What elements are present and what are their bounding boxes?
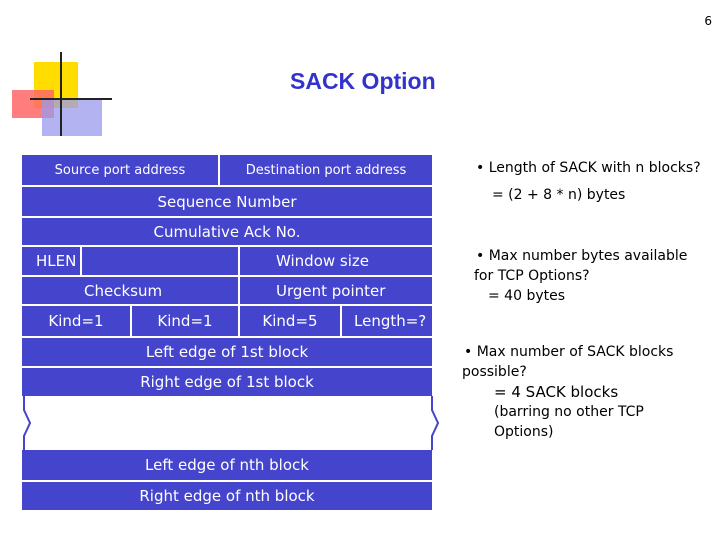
vertical-rule xyxy=(60,52,62,136)
urgent-pointer-label: Urgent pointer xyxy=(276,281,386,300)
kind5-label: Kind=5 xyxy=(262,312,318,330)
kind1-a-label: Kind=1 xyxy=(48,312,104,330)
right-edge-nth-cell xyxy=(22,482,432,510)
note1-line2: = (2 + 8 * n) bytes xyxy=(492,187,626,203)
note1-line1: • Length of SACK with n blocks? xyxy=(476,160,701,176)
page-number: 6 xyxy=(704,14,712,28)
left-edge-1st-cell xyxy=(22,338,432,366)
left-edge-nth-cell xyxy=(22,450,432,480)
dest-port-cell xyxy=(220,155,432,185)
window-size-cell xyxy=(240,247,432,275)
right-edge-1st-cell xyxy=(22,368,432,396)
cumulative-ack-label: Cumulative Ack No. xyxy=(153,222,301,241)
sequence-number-label: Sequence Number xyxy=(157,192,297,211)
note3-line2: possible? xyxy=(462,364,527,380)
sequence-number-cell xyxy=(22,187,432,216)
note2-line1: • Max number bytes available xyxy=(476,248,688,264)
note3-line3: = 4 SACK blocks xyxy=(494,383,619,401)
note3-line5: Options) xyxy=(494,424,554,440)
source-port-label: Source port address xyxy=(54,162,186,178)
blue-square xyxy=(42,98,102,136)
hlen-label: HLEN xyxy=(36,252,77,270)
hlen-cell xyxy=(22,247,80,275)
cumulative-ack-cell xyxy=(22,218,432,245)
left-break-edge xyxy=(24,396,30,450)
kind1-b-cell xyxy=(132,306,238,336)
right-break-edge xyxy=(432,396,438,450)
urgent-pointer-cell xyxy=(240,277,432,304)
source-port-cell xyxy=(22,155,218,185)
note3-line4: (barring no other TCP xyxy=(494,404,644,420)
note2-line3: = 40 bytes xyxy=(488,288,566,304)
checksum-cell xyxy=(22,277,238,304)
right-edge-1st-label: Right edge of 1st block xyxy=(140,373,314,391)
note3-line1: • Max number of SACK blocks xyxy=(464,344,674,360)
length-label: Length=? xyxy=(354,312,427,330)
page-title: SACK Option xyxy=(290,68,436,94)
left-edge-1st-label: Left edge of 1st block xyxy=(145,343,309,361)
kind1-b-label: Kind=1 xyxy=(157,312,213,330)
length-cell xyxy=(342,306,432,336)
window-size-label: Window size xyxy=(276,252,369,270)
horizontal-rule xyxy=(30,98,112,100)
reserved-flags-cell xyxy=(82,247,238,275)
kind1-a-cell xyxy=(22,306,130,336)
right-edge-nth-label: Right edge of nth block xyxy=(139,487,315,505)
elision-gap xyxy=(22,396,440,450)
checksum-label: Checksum xyxy=(84,281,163,300)
note2-line2: for TCP Options? xyxy=(474,268,590,284)
kind5-cell xyxy=(240,306,340,336)
dest-port-label: Destination port address xyxy=(245,162,407,178)
left-edge-nth-label: Left edge of nth block xyxy=(145,456,309,474)
